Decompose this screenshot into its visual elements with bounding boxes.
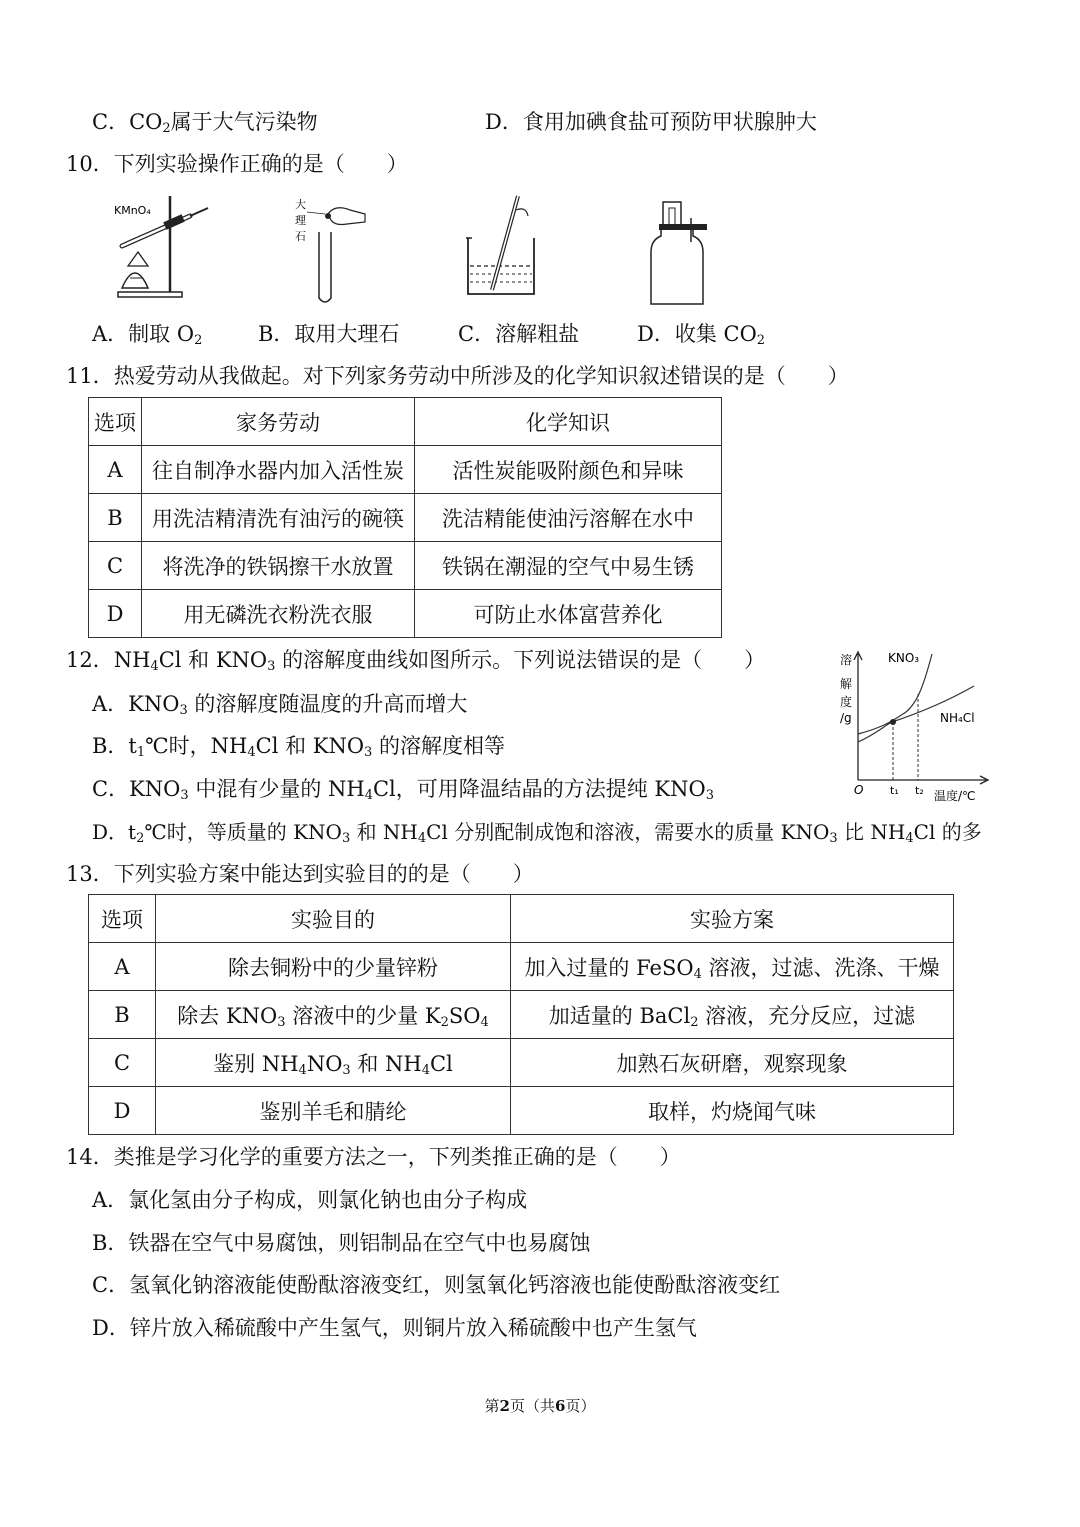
table-cell: D xyxy=(89,1087,156,1135)
table-header-cell: 选项 xyxy=(89,895,156,943)
figure-beaker-stirring xyxy=(462,190,547,300)
chart-ylabel-4: /g xyxy=(840,711,852,725)
q12-option-b: B．$t_1℃$时，$NH_4Cl$ 和 $KNO_3$ 的溶解度相等 xyxy=(92,734,506,760)
table-cell: 加适量的 BaCl$_2$ 溶液，充分反应，过滤 xyxy=(511,991,954,1039)
q14-option-c: C．氢氧化钠溶液能使酚酞溶液变红，则氢氧化钙溶液也能使酚酞溶液变红 xyxy=(92,1273,781,1297)
figure-kmno4-heating xyxy=(108,188,218,300)
q14-option-d: D．锌片放入稀硫酸中产生氢气，则铜片放入稀硫酸中也产生氢气 xyxy=(92,1316,697,1340)
kmno4-label: KMnO₄ xyxy=(114,204,151,217)
chart-ylabel-3: 度 xyxy=(840,695,853,709)
table-cell: 可防止水体富营养化 xyxy=(415,590,722,638)
q14-option-a: A．氯化氢由分子构成，则氯化钠也由分子构成 xyxy=(92,1188,528,1212)
table-cell: 往自制净水器内加入活性炭 xyxy=(142,446,415,494)
q10-option-a: A．制取 $O_2$ xyxy=(92,322,203,348)
marble-label-1: 大 xyxy=(295,198,306,211)
table-header-cell: 家务劳动 xyxy=(142,398,415,446)
chart-kno3-label: KNO₃ xyxy=(888,651,920,665)
figure-marble-tube xyxy=(295,192,370,307)
table-cell: A xyxy=(89,446,142,494)
table-cell: 洗洁精能使油污溶解在水中 xyxy=(415,494,722,542)
table-header-cell: 化学知识 xyxy=(415,398,722,446)
table-cell: 加熟石灰研磨，观察现象 xyxy=(511,1039,954,1087)
table-cell: 加入过量的 FeSO$_4$ 溶液，过滤、洗涤、干燥 xyxy=(511,943,954,991)
q10-option-d: D．收集 $CO_2$ xyxy=(637,322,766,348)
table-cell: 除去铜粉中的少量锌粉 xyxy=(156,943,511,991)
table-cell: C xyxy=(89,1039,156,1087)
q9-option-d: D．食用加碘食盐可预防甲状腺肿大 xyxy=(485,110,817,134)
table-cell: B xyxy=(89,494,142,542)
q12-option-a: A．$KNO_3$ 的溶解度随温度的升高而增大 xyxy=(92,692,468,718)
q12-option-d: D．$t_2℃$时，等质量的 $KNO_3$ 和 $NH_4Cl$ 分别配制成饱和溶液，需要水的质量 $KNO_3$ 比 $NH_4Cl$ 的多 xyxy=(92,820,982,846)
table-row xyxy=(89,1087,954,1135)
q13-stem: 13．下列实验方案中能达到实验目的的是（ ） xyxy=(66,862,534,886)
q10-option-c: C．溶解粗盐 xyxy=(458,322,580,346)
marble-label-2: 理 xyxy=(295,214,306,227)
q12-stem: 12．$NH_4Cl$ 和 $KNO_3$ 的溶解度曲线如图所示。下列说法错误的是（ ） xyxy=(66,648,766,674)
table-cell: 鉴别 $NH_4NO_3$ 和 $NH_4Cl$ xyxy=(156,1039,511,1087)
table-row xyxy=(89,494,722,542)
table-row xyxy=(89,943,954,991)
table-cell: 鉴别羊毛和腈纶 xyxy=(156,1087,511,1135)
table-cell: C xyxy=(89,542,142,590)
chart-ylabel-1: 溶 xyxy=(840,653,853,667)
table-header-cell: 选项 xyxy=(89,398,142,446)
chart-t2-label: t₂ xyxy=(915,784,924,797)
table-cell: 除去 $KNO_3$ 溶液中的少量 $K_2SO_4$ xyxy=(156,991,511,1039)
table-cell: 铁锅在潮湿的空气中易生锈 xyxy=(415,542,722,590)
table-cell: 活性炭能吸附颜色和异味 xyxy=(415,446,722,494)
q10-stem: 10．下列实验操作正确的是（ ） xyxy=(66,152,408,176)
table-header-cell: 实验目的 xyxy=(156,895,511,943)
table-cell: A xyxy=(89,943,156,991)
chart-origin: O xyxy=(854,783,864,797)
table-header-row xyxy=(89,398,722,446)
table-header-row xyxy=(89,895,954,943)
table-cell: 用洗洁精清洗有油污的碗筷 xyxy=(142,494,415,542)
solubility-chart xyxy=(836,648,996,806)
chart-nh4cl-label: NH₄Cl xyxy=(940,711,975,725)
table-cell: 用无磷洗衣粉洗衣服 xyxy=(142,590,415,638)
table-cell: 将洗净的铁锅擦干水放置 xyxy=(142,542,415,590)
table-header-cell: 实验方案 xyxy=(511,895,954,943)
q13-table xyxy=(88,894,954,1135)
q10-option-b: B．取用大理石 xyxy=(258,322,400,346)
table-row xyxy=(89,542,722,590)
table-cell: 取样，灼烧闻气味 xyxy=(511,1087,954,1135)
q11-table xyxy=(88,397,722,638)
q11-stem: 11．热爱劳动从我做起。对下列家务劳动中所涉及的化学知识叙述错误的是（ ） xyxy=(66,364,849,388)
page-footer: 第2页（共6页） xyxy=(484,1397,596,1415)
q12-option-c: C．$KNO_3$ 中混有少量的 $NH_4Cl$，可用降温结晶的方法提纯 $KNO_3$ xyxy=(92,777,714,803)
table-cell: B xyxy=(89,991,156,1039)
figure-gas-bottle xyxy=(645,196,715,308)
q9-option-c: C．$CO_2$属于大气污染物 xyxy=(92,110,318,136)
q14-stem: 14．类推是学习化学的重要方法之一，下列类推正确的是（ ） xyxy=(66,1145,681,1169)
marble-label-3: 石 xyxy=(295,230,306,243)
table-row xyxy=(89,991,954,1039)
table-row xyxy=(89,446,722,494)
table-row xyxy=(89,590,722,638)
table-row xyxy=(89,1039,954,1087)
q14-option-b: B．铁器在空气中易腐蚀，则铝制品在空气中也易腐蚀 xyxy=(92,1231,591,1255)
chart-ylabel-2: 解 xyxy=(840,677,853,691)
chart-xlabel: 温度/℃ xyxy=(934,789,976,803)
chart-t1-label: t₁ xyxy=(890,784,899,797)
table-cell: D xyxy=(89,590,142,638)
